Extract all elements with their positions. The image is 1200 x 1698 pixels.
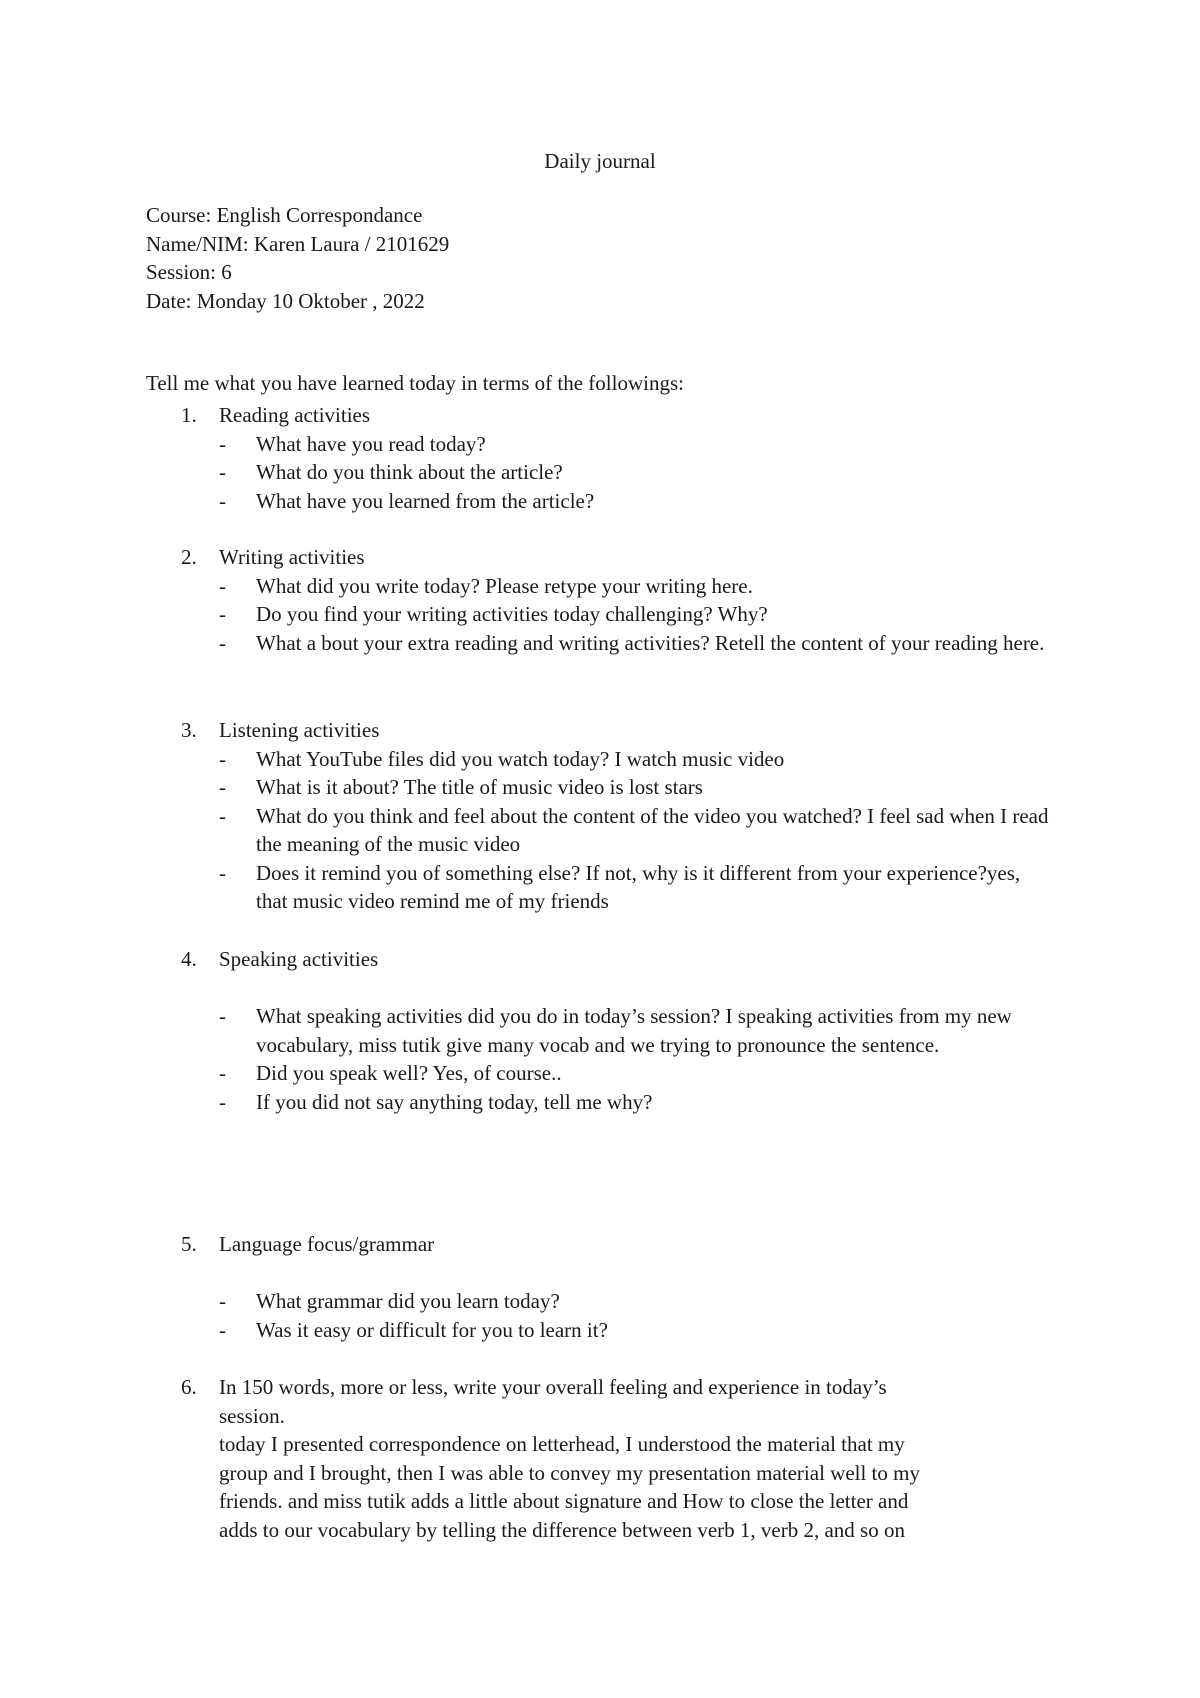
section-number: 3. — [181, 718, 197, 742]
dash-bullet: - — [219, 488, 226, 513]
question-list — [146, 572, 1066, 658]
dash-bullet: - — [219, 803, 226, 828]
question-list — [146, 430, 1066, 516]
dash-bullet: - — [219, 1089, 226, 1114]
section-title: Speaking activities — [219, 947, 379, 971]
section-overall-experience — [146, 1373, 1066, 1544]
list-item — [146, 572, 1056, 601]
section-reading — [146, 401, 1066, 515]
question-text: What is it about? The title of music video is lost stars — [256, 775, 703, 799]
section-title: Reading activities — [219, 403, 371, 427]
question-list — [146, 1287, 1066, 1344]
dash-bullet: - — [219, 1317, 226, 1342]
section-title: Listening activities — [219, 718, 380, 742]
answer-line: friends. and miss tutik adds a little about signature and How to close the letter and — [219, 1489, 909, 1513]
question-text: Does it remind you of something else? If not, why is it different from your experience?yes, that music video remind me of my friends — [256, 860, 1021, 913]
list-item — [146, 458, 1056, 487]
dash-bullet: - — [219, 1061, 226, 1085]
spacer — [146, 974, 1066, 1003]
dash-bullet: - — [219, 1289, 226, 1313]
question-text: What did you write today? Please retype your writing here. — [256, 573, 753, 598]
question-text: What do you think and feel about the content of the video you watched? I feel sad when I read the meaning of the music video — [256, 803, 1049, 856]
list-item — [146, 1287, 1056, 1316]
list-item — [146, 629, 1056, 658]
list-item — [146, 1088, 1056, 1117]
course-line: Course: English Correspondance — [146, 203, 423, 227]
dash-bullet: - — [219, 1004, 226, 1028]
list-item — [146, 487, 1056, 516]
question-text: Do you find your writing activities today challenging? Why? — [256, 602, 768, 626]
section-number: 1. — [181, 403, 197, 427]
section-listening — [146, 716, 1066, 916]
list-item — [146, 600, 1056, 629]
section-writing — [146, 543, 1066, 657]
section-number: 5. — [181, 1232, 197, 1256]
list-item — [146, 1059, 1056, 1088]
section-number: 2. — [181, 545, 197, 569]
section-title-continued: session. — [219, 1403, 285, 1428]
list-item — [146, 430, 1056, 459]
spacer — [146, 1259, 1066, 1288]
list-item — [146, 1316, 1056, 1345]
question-text: Was it easy or difficult for you to learn it? — [256, 1317, 608, 1342]
section-number: 6. — [181, 1375, 197, 1399]
document-title: Daily journal — [544, 149, 656, 173]
dash-bullet: - — [219, 431, 226, 456]
section-grammar — [146, 1230, 1066, 1344]
question-text: What a bout your extra reading and writing activities? Retell the content of your reading here. — [256, 630, 1045, 655]
section-number: 4. — [181, 947, 197, 971]
question-text: What speaking activities did you do in today’s session? I speaking activities from my new vocabulary, miss tutik give many vocab and we trying to pronounce the sentence. — [256, 1004, 1012, 1057]
question-text: Did you speak well? Yes, of course.. — [256, 1061, 562, 1085]
dash-bullet: - — [219, 775, 226, 799]
answer-line: adds to our vocabulary by telling the difference between verb 1, verb 2, and so on — [219, 1517, 905, 1542]
dash-bullet: - — [219, 602, 226, 626]
list-item — [146, 1002, 1056, 1059]
dash-bullet: - — [219, 630, 226, 655]
section-title: Language focus/grammar — [219, 1232, 435, 1256]
section-heading — [146, 401, 1066, 430]
dash-bullet: - — [219, 746, 226, 771]
section-title: In 150 words, more or less, write your overall feeling and experience in today’s — [219, 1375, 887, 1399]
section-heading — [146, 543, 1066, 572]
header-info — [146, 201, 449, 315]
session-line: Session: 6 — [146, 260, 232, 284]
question-list — [146, 745, 1066, 916]
name-nim-line: Name/NIM: Karen Laura / 2101629 — [146, 231, 450, 256]
question-text: If you did not say anything today, tell me why? — [256, 1089, 653, 1114]
list-item — [146, 745, 1056, 774]
question-text: What have you read today? — [256, 431, 486, 456]
section-heading — [146, 1373, 1066, 1402]
question-list — [146, 1002, 1066, 1116]
date-line: Date: Monday 10 Oktober , 2022 — [146, 288, 425, 313]
list-item — [146, 802, 1056, 859]
section-title: Writing activities — [219, 545, 365, 569]
section-speaking — [146, 945, 1066, 1116]
section-heading — [146, 945, 1066, 974]
answer-line: group and I brought, then I was able to convey my presentation material well to my — [219, 1460, 920, 1485]
section-heading — [146, 1230, 1066, 1259]
dash-bullet: - — [219, 460, 226, 484]
section-heading — [146, 716, 1066, 745]
question-text: What YouTube files did you watch today? I watch music video — [256, 746, 785, 771]
list-item — [146, 859, 1056, 916]
intro-prompt: Tell me what you have learned today in terms of the followings: — [146, 371, 684, 395]
answer-block — [146, 1402, 1079, 1545]
question-text: What grammar did you learn today? — [256, 1289, 560, 1313]
question-text: What do you think about the article? — [256, 460, 563, 484]
question-text: What have you learned from the article? — [256, 488, 595, 513]
dash-bullet: - — [219, 573, 226, 598]
list-item — [146, 773, 1056, 802]
dash-bullet: - — [219, 860, 226, 885]
answer-line: today I presented correspondence on letterhead, I understood the material that my — [219, 1432, 905, 1456]
